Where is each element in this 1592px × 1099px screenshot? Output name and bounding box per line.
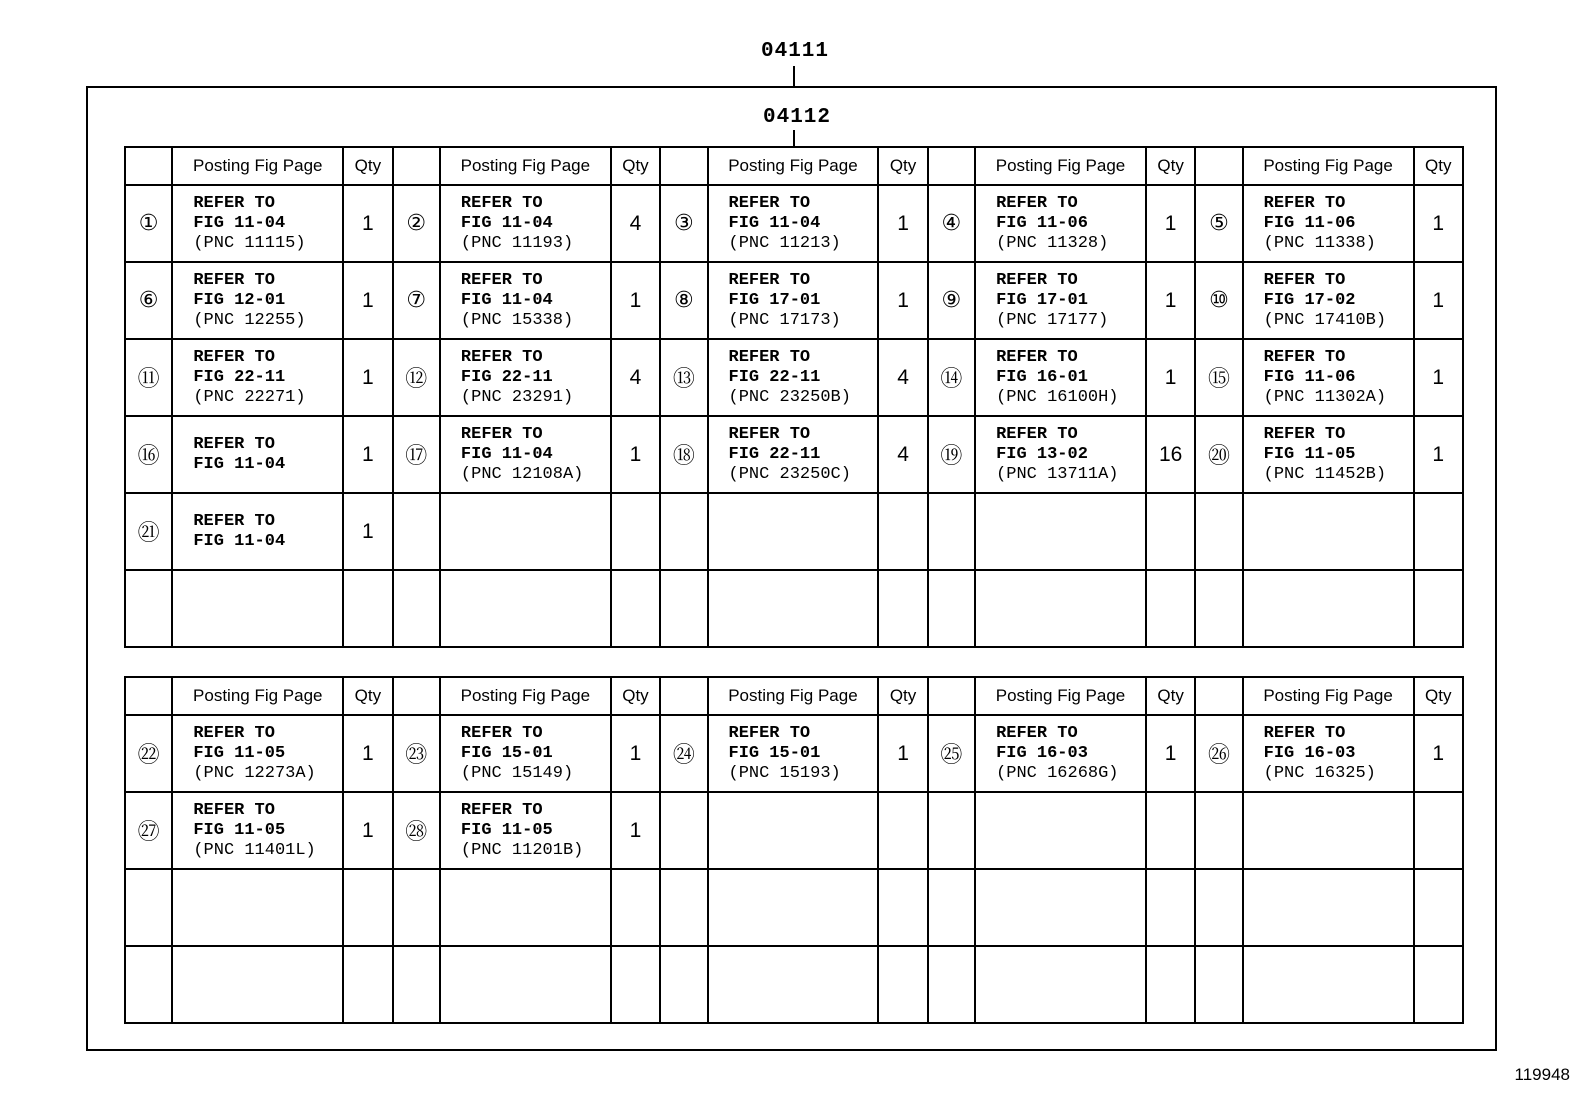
item-number: ⑱	[660, 416, 707, 493]
item-number	[125, 570, 172, 647]
refer-to-text: REFER TO	[728, 270, 811, 290]
refer-to-text: REFER TO	[460, 800, 543, 820]
header-num-cell	[393, 677, 440, 715]
table-body	[125, 715, 1463, 1023]
refer-to-text: REFER TO	[728, 193, 811, 213]
quantity: 1	[1414, 339, 1464, 416]
posting-ref-cell	[1243, 185, 1414, 262]
quantity: 1	[1414, 715, 1464, 792]
header-posting: Posting Fig Page	[975, 677, 1146, 715]
item-number: ⑦	[393, 262, 440, 339]
fig-page-text: FIG 12-01	[193, 290, 286, 310]
quantity	[1146, 792, 1195, 869]
header-num-cell	[1195, 677, 1242, 715]
refer-to-text: REFER TO	[460, 347, 543, 367]
posting-ref-cell	[975, 416, 1146, 493]
quantity	[1414, 869, 1464, 946]
pnc-text: (PNC 23250B)	[728, 387, 851, 407]
item-number	[660, 792, 707, 869]
table-row	[125, 946, 1463, 1023]
item-number	[393, 493, 440, 570]
refer-to-text: REFER TO	[193, 347, 275, 367]
item-number: ⑲	[928, 416, 975, 493]
quantity	[1146, 869, 1195, 946]
table-row	[125, 570, 1463, 647]
item-number	[928, 493, 975, 570]
item-number: ⑭	[928, 339, 975, 416]
refer-to-text: REFER TO	[728, 424, 811, 444]
header-posting: Posting Fig Page	[440, 147, 611, 185]
header-posting: Posting Fig Page	[1243, 677, 1414, 715]
pnc-text: (PNC 23250C)	[728, 464, 851, 484]
quantity: 1	[343, 792, 392, 869]
refer-to-text: REFER TO	[193, 800, 275, 820]
fig-page-text: FIG 17-01	[728, 290, 821, 310]
table-header	[125, 147, 1463, 185]
item-number	[928, 869, 975, 946]
posting-ref-cell	[708, 185, 879, 262]
fig-page-text: FIG 11-06	[1263, 213, 1356, 233]
quantity: 1	[611, 715, 660, 792]
fig-page-text: FIG 13-02	[996, 444, 1088, 464]
pnc-text: (PNC 15149)	[460, 763, 574, 783]
item-number: ⑮	[1195, 339, 1242, 416]
item-number: ①	[125, 185, 172, 262]
fig-page-text: FIG 22-11	[460, 367, 553, 387]
item-number	[1195, 570, 1242, 647]
posting-ref-cell	[1243, 416, 1414, 493]
header-qty: Qty	[1414, 147, 1464, 185]
quantity	[611, 946, 660, 1023]
pnc-text: (PNC 22271)	[193, 387, 306, 407]
quantity	[878, 792, 927, 869]
posting-ref-cell	[440, 792, 611, 869]
refer-to-text: REFER TO	[460, 723, 543, 743]
quantity: 1	[878, 715, 927, 792]
refer-to-text: REFER TO	[460, 424, 543, 444]
pnc-text: (PNC 11452B)	[1263, 464, 1387, 484]
fig-page-text: FIG 17-02	[1263, 290, 1356, 310]
quantity	[878, 570, 927, 647]
posting-ref-cell	[975, 339, 1146, 416]
quantity	[878, 869, 927, 946]
refer-to-text: REFER TO	[728, 347, 811, 367]
quantity: 1	[1414, 416, 1464, 493]
header-posting: Posting Fig Page	[172, 677, 343, 715]
table-body	[125, 185, 1463, 647]
posting-ref-cell	[1243, 792, 1414, 869]
pnc-text: (PNC 16268G)	[996, 763, 1119, 783]
fig-page-text: FIG 22-11	[193, 367, 286, 387]
quantity: 4	[878, 339, 927, 416]
pnc-text: (PNC 16100H)	[996, 387, 1119, 407]
refer-to-text: REFER TO	[996, 193, 1078, 213]
header-qty: Qty	[343, 677, 392, 715]
item-number: ③	[660, 185, 707, 262]
quantity: 1	[611, 416, 660, 493]
quantity	[611, 869, 660, 946]
quantity	[1146, 946, 1195, 1023]
posting-ref-cell	[1243, 262, 1414, 339]
refer-to-text: REFER TO	[996, 347, 1078, 367]
fig-page-text: FIG 22-11	[728, 444, 821, 464]
fig-page-text: FIG 11-05	[193, 820, 286, 840]
subassembly-leader-line	[793, 130, 795, 146]
image-id: 119948	[1514, 1065, 1570, 1084]
pnc-text: (PNC 12108A)	[460, 464, 584, 484]
item-number: ㉓	[393, 715, 440, 792]
item-number: ⑥	[125, 262, 172, 339]
header-qty: Qty	[611, 677, 660, 715]
item-number: ⑫	[393, 339, 440, 416]
quantity	[1146, 493, 1195, 570]
fig-page-text: FIG 11-05	[460, 820, 553, 840]
header-num-cell	[660, 677, 707, 715]
fig-page-text: FIG 11-05	[1263, 444, 1356, 464]
refer-to-text: REFER TO	[193, 434, 275, 454]
posting-ref-cell	[1243, 946, 1414, 1023]
header-qty: Qty	[878, 147, 927, 185]
header-posting: Posting Fig Page	[975, 147, 1146, 185]
posting-ref-cell	[440, 185, 611, 262]
refer-to-text: REFER TO	[996, 424, 1078, 444]
posting-ref-cell	[172, 570, 343, 647]
posting-ref-cell	[975, 570, 1146, 647]
quantity: 1	[1146, 339, 1195, 416]
pnc-text: (PNC 15338)	[460, 310, 574, 330]
quantity	[611, 493, 660, 570]
item-number: ㉒	[125, 715, 172, 792]
refer-to-text: REFER TO	[1263, 723, 1346, 743]
header-qty: Qty	[878, 677, 927, 715]
header-qty: Qty	[1414, 677, 1464, 715]
quantity: 16	[1146, 416, 1195, 493]
posting-ref-cell	[440, 339, 611, 416]
pnc-text: (PNC 16325)	[1263, 763, 1376, 783]
posting-ref-cell	[975, 262, 1146, 339]
pnc-text: (PNC 11115)	[193, 233, 306, 253]
item-number	[1195, 792, 1242, 869]
posting-ref-cell	[440, 416, 611, 493]
posting-ref-cell	[1243, 570, 1414, 647]
posting-ref-cell	[708, 869, 879, 946]
item-number	[928, 946, 975, 1023]
fig-page-text: FIG 11-05	[193, 743, 286, 763]
refer-to-text: REFER TO	[193, 193, 275, 213]
posting-ref-cell	[172, 946, 343, 1023]
table-row	[125, 416, 1463, 493]
refer-to-text: REFER TO	[1263, 347, 1346, 367]
pnc-text: (PNC 11213)	[728, 233, 841, 253]
header-num-cell	[393, 147, 440, 185]
parts-table-top	[124, 146, 1464, 648]
posting-ref-cell	[172, 185, 343, 262]
posting-ref-cell	[708, 262, 879, 339]
header-num-cell	[125, 147, 172, 185]
quantity: 1	[611, 262, 660, 339]
pnc-text: (PNC 11193)	[460, 233, 574, 253]
refer-to-text: REFER TO	[1263, 193, 1346, 213]
fig-page-text: FIG 22-11	[728, 367, 821, 387]
quantity: 1	[878, 185, 927, 262]
quantity	[611, 570, 660, 647]
pnc-text: (PNC 23291)	[460, 387, 574, 407]
item-number	[660, 493, 707, 570]
fig-page-text: FIG 11-06	[996, 213, 1088, 233]
pnc-text: (PNC 11338)	[1263, 233, 1376, 253]
header-qty: Qty	[343, 147, 392, 185]
posting-ref-cell	[1243, 869, 1414, 946]
subassembly-label: 04112	[763, 106, 832, 129]
pnc-text: (PNC 11401L)	[193, 840, 316, 860]
header-qty: Qty	[611, 147, 660, 185]
item-number	[1195, 869, 1242, 946]
pnc-text: (PNC 11302A)	[1263, 387, 1387, 407]
item-number	[660, 946, 707, 1023]
item-number: ②	[393, 185, 440, 262]
quantity: 1	[343, 493, 392, 570]
posting-ref-cell	[975, 792, 1146, 869]
pnc-text: (PNC 17410B)	[1263, 310, 1387, 330]
refer-to-text: REFER TO	[460, 270, 543, 290]
item-number: ⑯	[125, 416, 172, 493]
assembly-label: 04111	[761, 40, 830, 63]
pnc-text: (PNC 11201B)	[460, 840, 584, 860]
table-row	[125, 869, 1463, 946]
item-number	[393, 869, 440, 946]
posting-ref-cell	[172, 262, 343, 339]
pnc-text: (PNC 11328)	[996, 233, 1109, 253]
pnc-text: (PNC 15193)	[728, 763, 841, 783]
quantity: 1	[878, 262, 927, 339]
item-number	[660, 570, 707, 647]
quantity: 1	[343, 715, 392, 792]
header-num-cell	[928, 147, 975, 185]
posting-ref-cell	[172, 715, 343, 792]
item-number: ㉕	[928, 715, 975, 792]
item-number	[928, 792, 975, 869]
fig-page-text: FIG 11-06	[1263, 367, 1356, 387]
quantity	[1414, 792, 1464, 869]
fig-page-text: FIG 11-04	[193, 531, 286, 551]
posting-ref-cell	[708, 715, 879, 792]
header-posting: Posting Fig Page	[1243, 147, 1414, 185]
quantity	[878, 946, 927, 1023]
fig-page-text: FIG 16-03	[996, 743, 1088, 763]
fig-page-text: FIG 11-04	[460, 444, 553, 464]
item-number: ㉑	[125, 493, 172, 570]
refer-to-text: REFER TO	[193, 511, 275, 531]
posting-ref-cell	[708, 493, 879, 570]
item-number: ㉘	[393, 792, 440, 869]
posting-ref-cell	[172, 792, 343, 869]
table-header	[125, 677, 1463, 715]
parts-table-bottom	[124, 676, 1464, 1024]
quantity: 1	[1146, 185, 1195, 262]
posting-ref-cell	[440, 869, 611, 946]
posting-ref-cell	[172, 869, 343, 946]
header-posting: Posting Fig Page	[172, 147, 343, 185]
quantity: 4	[878, 416, 927, 493]
refer-to-text: REFER TO	[460, 193, 543, 213]
pnc-text: (PNC 17177)	[996, 310, 1109, 330]
posting-ref-cell	[975, 185, 1146, 262]
header-posting: Posting Fig Page	[708, 677, 879, 715]
item-number: ⑪	[125, 339, 172, 416]
refer-to-text: REFER TO	[1263, 270, 1346, 290]
posting-ref-cell	[440, 946, 611, 1023]
fig-page-text: FIG 15-01	[460, 743, 553, 763]
pnc-text: (PNC 17173)	[728, 310, 841, 330]
quantity: 1	[1146, 715, 1195, 792]
refer-to-text: REFER TO	[728, 723, 811, 743]
posting-ref-cell	[708, 946, 879, 1023]
quantity: 1	[343, 185, 392, 262]
header-num-cell	[660, 147, 707, 185]
fig-page-text: FIG 16-03	[1263, 743, 1356, 763]
posting-ref-cell	[172, 493, 343, 570]
posting-ref-cell	[440, 262, 611, 339]
header-num-cell	[1195, 147, 1242, 185]
item-number: ⑩	[1195, 262, 1242, 339]
item-number: ⑬	[660, 339, 707, 416]
item-number	[660, 869, 707, 946]
fig-page-text: FIG 11-04	[193, 213, 286, 233]
quantity: 1	[1146, 262, 1195, 339]
fig-page-text: FIG 17-01	[996, 290, 1088, 310]
posting-ref-cell	[975, 493, 1146, 570]
posting-ref-cell	[440, 493, 611, 570]
item-number: ㉔	[660, 715, 707, 792]
pnc-text: (PNC 12273A)	[193, 763, 316, 783]
posting-ref-cell	[1243, 715, 1414, 792]
quantity	[343, 869, 392, 946]
quantity: 1	[1414, 262, 1464, 339]
item-number	[125, 869, 172, 946]
quantity: 4	[611, 339, 660, 416]
header-qty: Qty	[1146, 147, 1195, 185]
quantity: 1	[343, 339, 392, 416]
item-number	[1195, 946, 1242, 1023]
quantity	[1414, 570, 1464, 647]
item-number: ⑨	[928, 262, 975, 339]
fig-page-text: FIG 11-04	[460, 213, 553, 233]
pnc-text: (PNC 12255)	[193, 310, 306, 330]
posting-ref-cell	[172, 416, 343, 493]
item-number: ⑳	[1195, 416, 1242, 493]
posting-ref-cell	[708, 416, 879, 493]
posting-ref-cell	[975, 715, 1146, 792]
assembly-leader-line	[793, 66, 795, 86]
refer-to-text: REFER TO	[996, 723, 1078, 743]
quantity	[343, 570, 392, 647]
posting-ref-cell	[975, 946, 1146, 1023]
posting-ref-cell	[440, 570, 611, 647]
header-row	[125, 147, 1463, 185]
fig-page-text: FIG 11-04	[460, 290, 553, 310]
posting-ref-cell	[708, 792, 879, 869]
refer-to-text: REFER TO	[996, 270, 1078, 290]
quantity	[1414, 493, 1464, 570]
pnc-text: (PNC 13711A)	[996, 464, 1119, 484]
posting-ref-cell	[1243, 339, 1414, 416]
posting-ref-cell	[975, 869, 1146, 946]
item-number: ⑰	[393, 416, 440, 493]
item-number: ⑧	[660, 262, 707, 339]
quantity: 1	[343, 416, 392, 493]
quantity: 1	[343, 262, 392, 339]
table-row	[125, 185, 1463, 262]
item-number	[1195, 493, 1242, 570]
posting-ref-cell	[440, 715, 611, 792]
item-number: ④	[928, 185, 975, 262]
header-qty: Qty	[1146, 677, 1195, 715]
fig-page-text: FIG 15-01	[728, 743, 821, 763]
quantity	[878, 493, 927, 570]
header-num-cell	[928, 677, 975, 715]
refer-to-text: REFER TO	[193, 270, 275, 290]
refer-to-text: REFER TO	[1263, 424, 1346, 444]
fig-page-text: FIG 11-04	[728, 213, 821, 233]
item-number: ㉖	[1195, 715, 1242, 792]
table-row	[125, 339, 1463, 416]
item-number: ⑤	[1195, 185, 1242, 262]
posting-ref-cell	[1243, 493, 1414, 570]
quantity: 1	[1414, 185, 1464, 262]
header-posting: Posting Fig Page	[440, 677, 611, 715]
posting-ref-cell	[172, 339, 343, 416]
fig-page-text: FIG 11-04	[193, 454, 286, 474]
item-number	[125, 946, 172, 1023]
quantity	[1414, 946, 1464, 1023]
posting-ref-cell	[708, 570, 879, 647]
quantity	[1146, 570, 1195, 647]
header-posting: Posting Fig Page	[708, 147, 879, 185]
posting-ref-cell	[708, 339, 879, 416]
refer-to-text: REFER TO	[193, 723, 275, 743]
table-row	[125, 715, 1463, 792]
item-number	[393, 946, 440, 1023]
table-row	[125, 262, 1463, 339]
fig-page-text: FIG 16-01	[996, 367, 1088, 387]
item-number	[393, 570, 440, 647]
header-row	[125, 677, 1463, 715]
header-num-cell	[125, 677, 172, 715]
quantity: 4	[611, 185, 660, 262]
table-row	[125, 792, 1463, 869]
item-number	[928, 570, 975, 647]
quantity: 1	[611, 792, 660, 869]
table-row	[125, 493, 1463, 570]
item-number: ㉗	[125, 792, 172, 869]
quantity	[343, 946, 392, 1023]
